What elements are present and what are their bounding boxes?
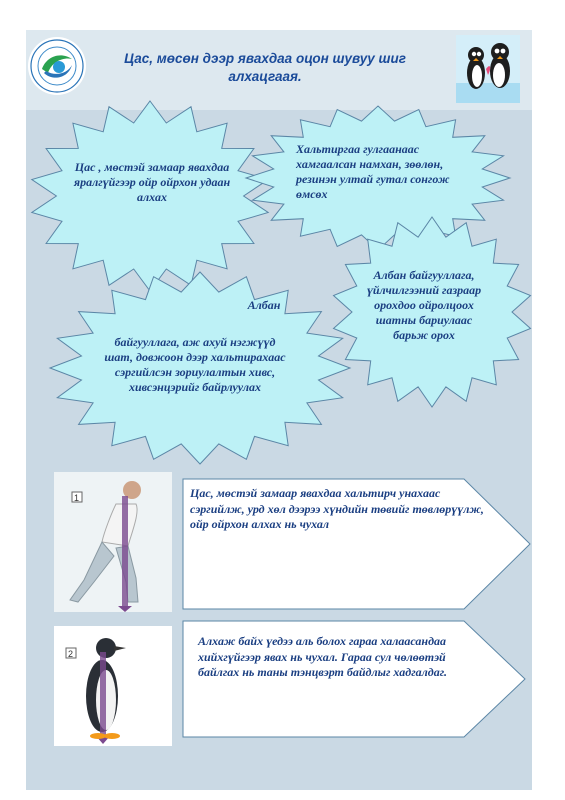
bubble-text-handrail: Албан байгууллага, үйлчилгээний газраар орохдоо ойролцоох шатны бариулаас барьж орох <box>366 268 482 342</box>
step-number-1: 1 <box>74 493 80 503</box>
tip-text-1: Цас, мөстэй замаар явахдаа хальтирч унахаас сэргийлж, урд хөл дээрээ хүндийн төвийг төвлөрүүлж, ойр ойрхон алхах нь чухал <box>190 486 484 531</box>
page-title: Цас, мөсөн дээр явахдаа оцон шувуу шиг алхацгаая. <box>124 51 406 84</box>
walking-man-photo <box>54 472 172 612</box>
bubble-text-footwear: Хальтиргаа гулгаанаас хамгаалсан намхан, зөөлөн, резинэн ултай гутал сонгож өмсөх <box>296 142 450 201</box>
tip-text-2: Алхаж байх үедээ аль болох гараа халаасандаа хийхгүйгээр явах нь чухал. Гараа сул чөлөөтэй байлгах нь таны тэнцвэрт байдлыг хадгалдаг. <box>198 634 448 679</box>
bubble-text-walk-slowly: Цас , мөстэй замаар явахдаа яралгүйгээр ойр ойрхон удаан алхах <box>73 160 231 204</box>
bubble-text-albaн-heading: Албан <box>247 298 281 312</box>
penguin-photo <box>54 626 172 746</box>
bubble-text-mats: байгууллага, аж ахуй нэгжүүд шат, довжоон дээр хальтирахаас сэргийлсэн зориулалтын хивс, хивсэнцэрийг байрлуулах <box>104 335 286 394</box>
step-number-2: 2 <box>68 649 74 659</box>
